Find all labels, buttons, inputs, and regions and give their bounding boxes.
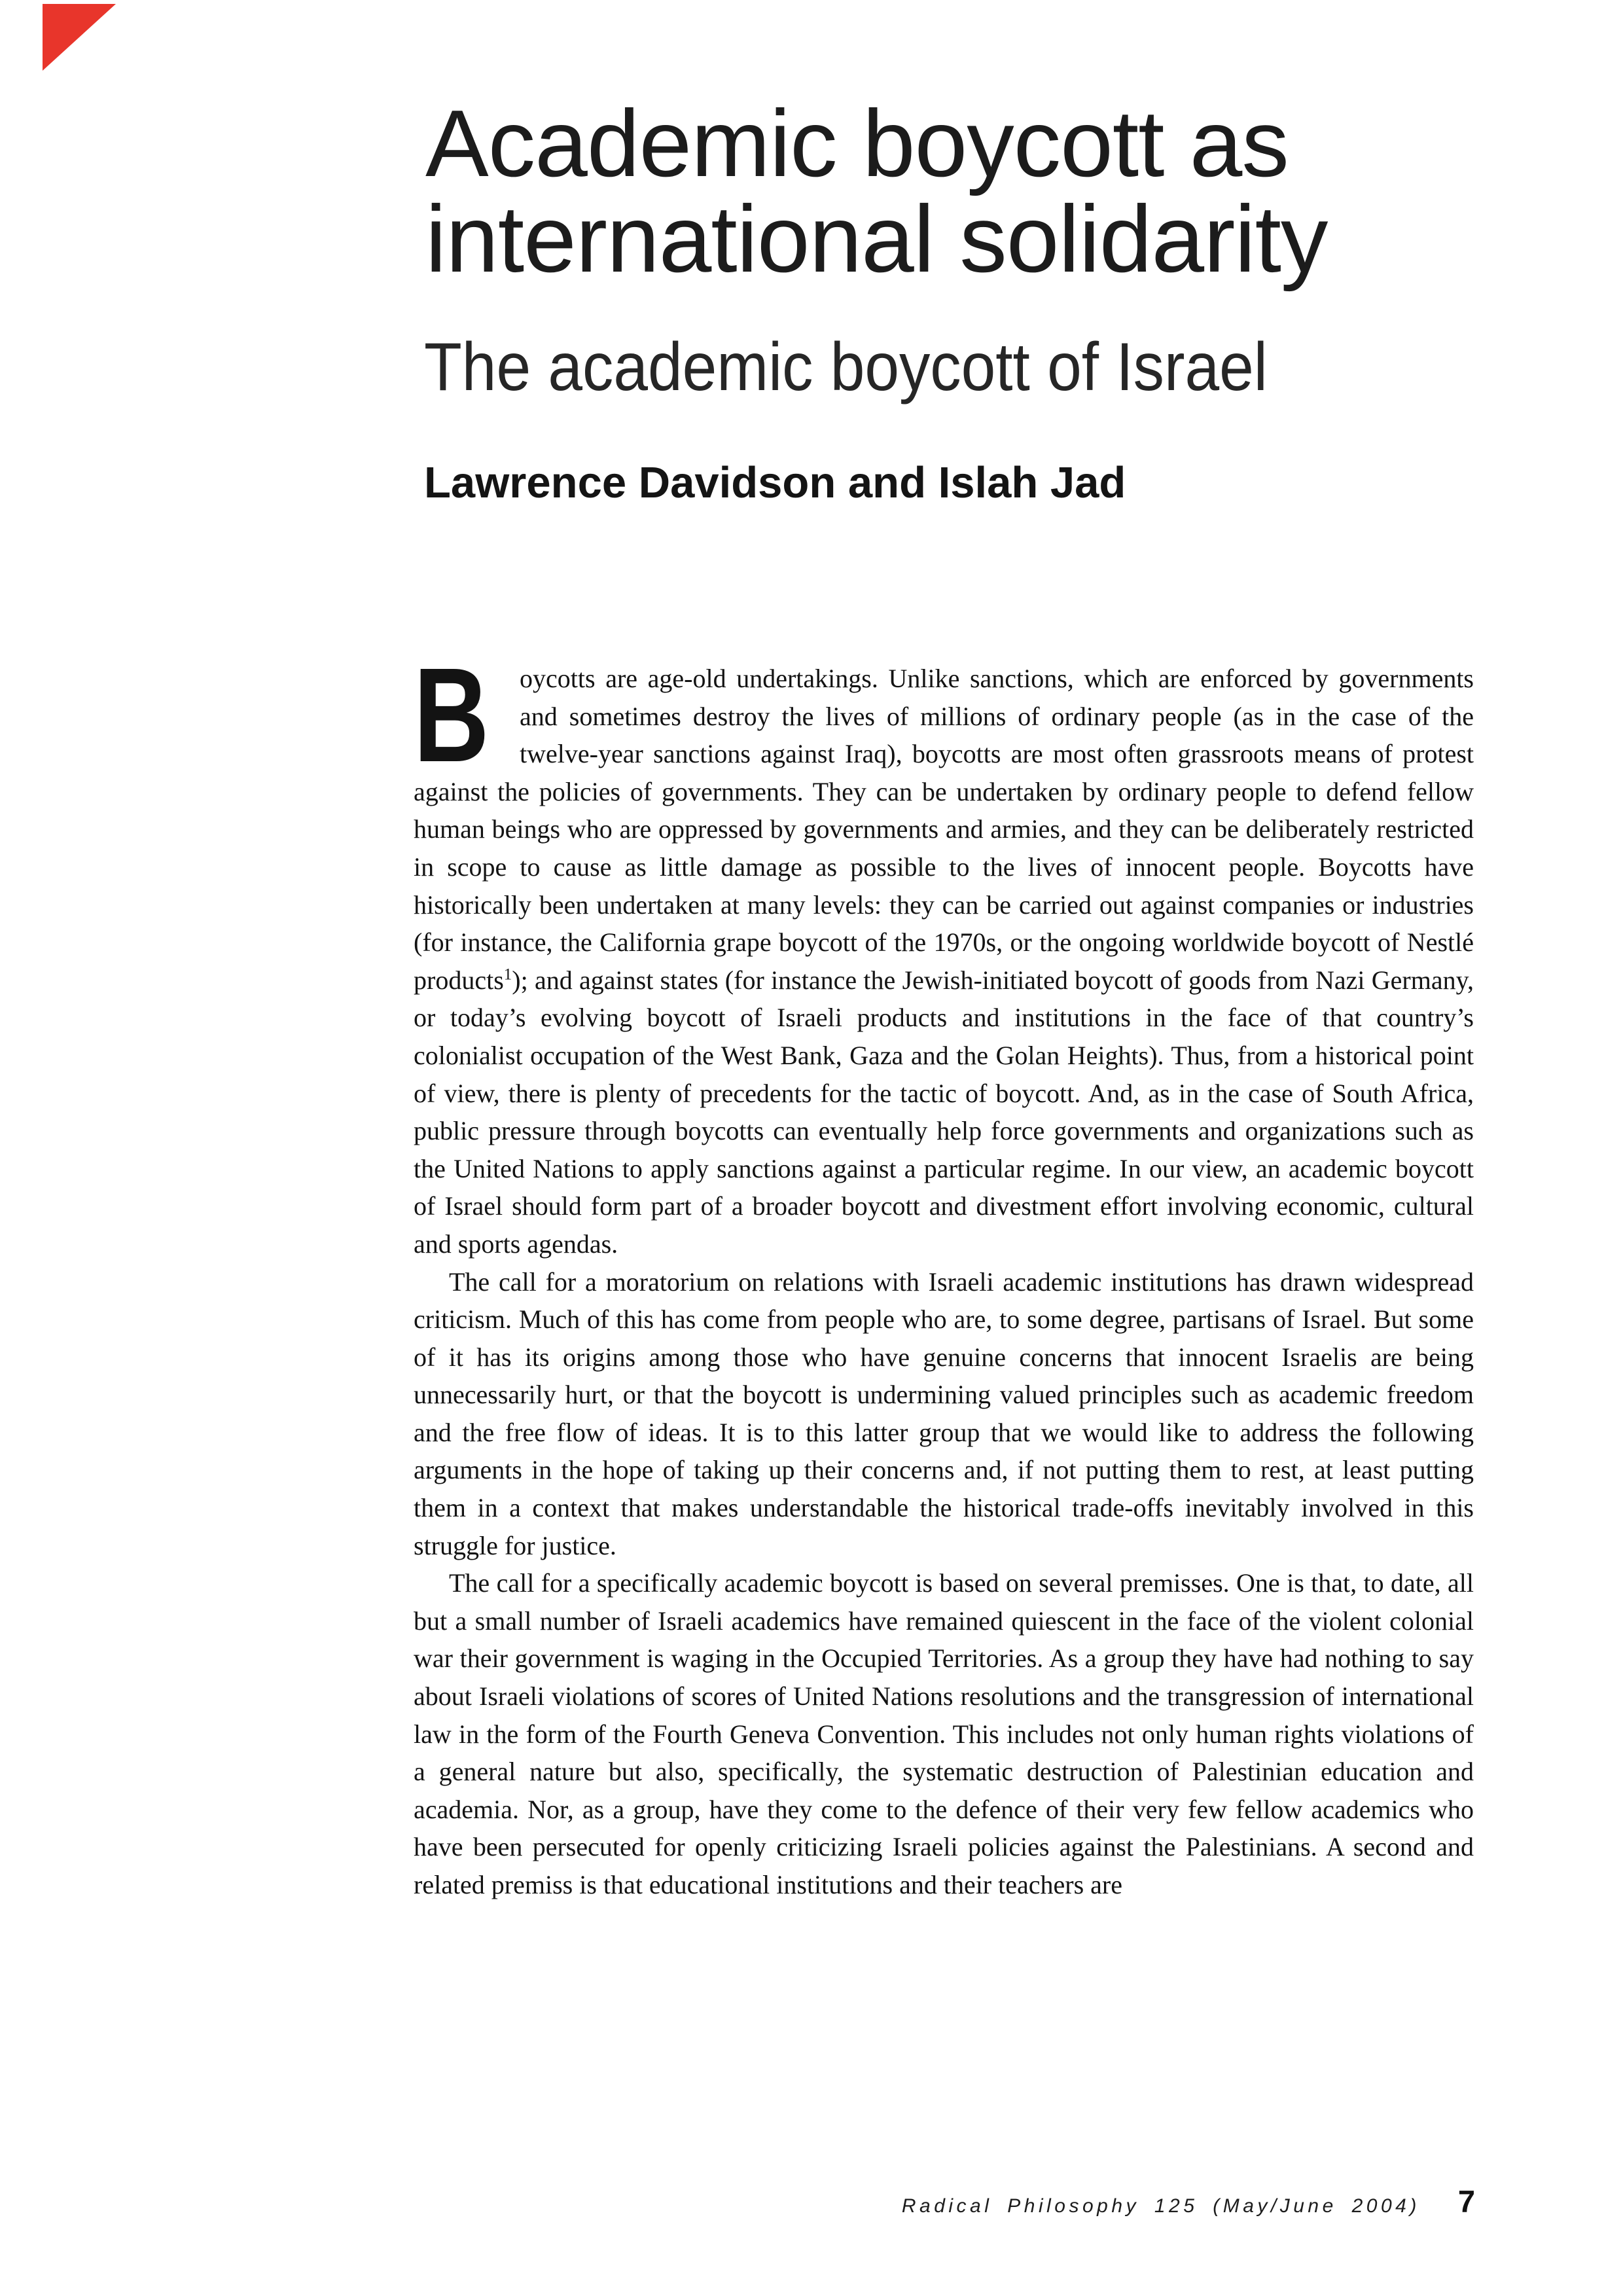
paragraph-3: The call for a specifically academic boycott is based on several premisses. One is that, to date, all but a small number of Israeli academics have remained quiescent in the face of the violent colonial war their government is waging in the Occupied Territories. As a group they have had nothing to say about Israeli violations of scores of United Nations resolutions and the transgression of international law in the form of the Fourth Geneva Convention. This includes not only human rights violations of a general nature but also, specifically, the systematic destruction of Palestinian education and academia. Nor, as a group, have they come to the defence of their very few fellow academics who have been persecuted for openly criticizing Israeli policies against the Palestinians. A second and related premiss is that educational institutions and their teachers are <box>414 1568 1474 1899</box>
drop-cap: B <box>414 640 490 790</box>
page-number: 7 <box>1457 2184 1475 2219</box>
paragraph-1-text: oycotts are age-old undertakings. Unlike sanctions, which are enforced by governments and sometimes destroy the lives of millions of ordinary people (as in the case of the twelve-year sanctions against Iraq), boycotts are most often grassroots means of protest against the policies of governments. They can be undertaken by ordinary people to defend fellow human beings who are oppressed by governments and armies, and they can be deliberately restricted in scope to cause as little damage as possible to the lives of innocent people. Boycotts have historically been undertaken at many levels: they can be carried out against companies or industries (for instance, the California grape boycott of the 1970s, or the ongoing worldwide boycott of Nestlé products <box>414 664 1474 995</box>
title-line-2: international solidarity <box>425 186 1328 292</box>
paragraph-2: The call for a moratorium on relations with Israeli academic institutions has drawn widespread criticism. Much of this has come from people who are, to some degree, partisans of Israel. But some of it has its origins among those who have genuine concerns that innocent Israelis are being unnecessarily hurt, or that the boycott is undermining valued principles such as academic freedom and the free flow of ideas. It is to this latter group that we would like to address the following arguments in the hope of taking up their concerns and, if not putting them to rest, at least putting them in a context that makes understandable the historical trade-offs inevitably involved in this struggle for justice. <box>414 1266 1474 1560</box>
page-footer <box>414 2183 1475 2219</box>
red-corner-triangle-icon <box>43 4 116 71</box>
title-line-1: Academic boycott as <box>425 90 1289 196</box>
article-body <box>414 640 1474 1904</box>
paragraph-1-text-continued: ); and against states (for instance the Jewish-initiated boycott of goods from Nazi Germany, or today’s evolving boycott of Israeli products and institutions in the face of that country’s colonialist occupation of the West Bank, Gaza and the Golan Heights). Thus, from a historical point of view, there is plenty of precedents for the tactic of boycott. And, as in the case of South Africa, public pressure through boycotts can eventually help force governments and organizations such as the United Nations to apply sanctions against a particular regime. In our view, an academic boycott of Israel should form part of a broader boycott and divestment effort involving economic, cultural and sports agendas. <box>414 965 1474 1259</box>
journal-citation: Radical Philosophy 125 (May/June 2004) <box>901 2195 1420 2217</box>
article-authors: Lawrence Davidson and Islah Jad <box>424 458 1126 507</box>
footnote-marker: 1 <box>503 965 512 984</box>
article-subtitle: The academic boycott of Israel <box>424 329 1268 405</box>
paragraph-1 <box>414 640 1474 1263</box>
article-title <box>425 90 1328 292</box>
